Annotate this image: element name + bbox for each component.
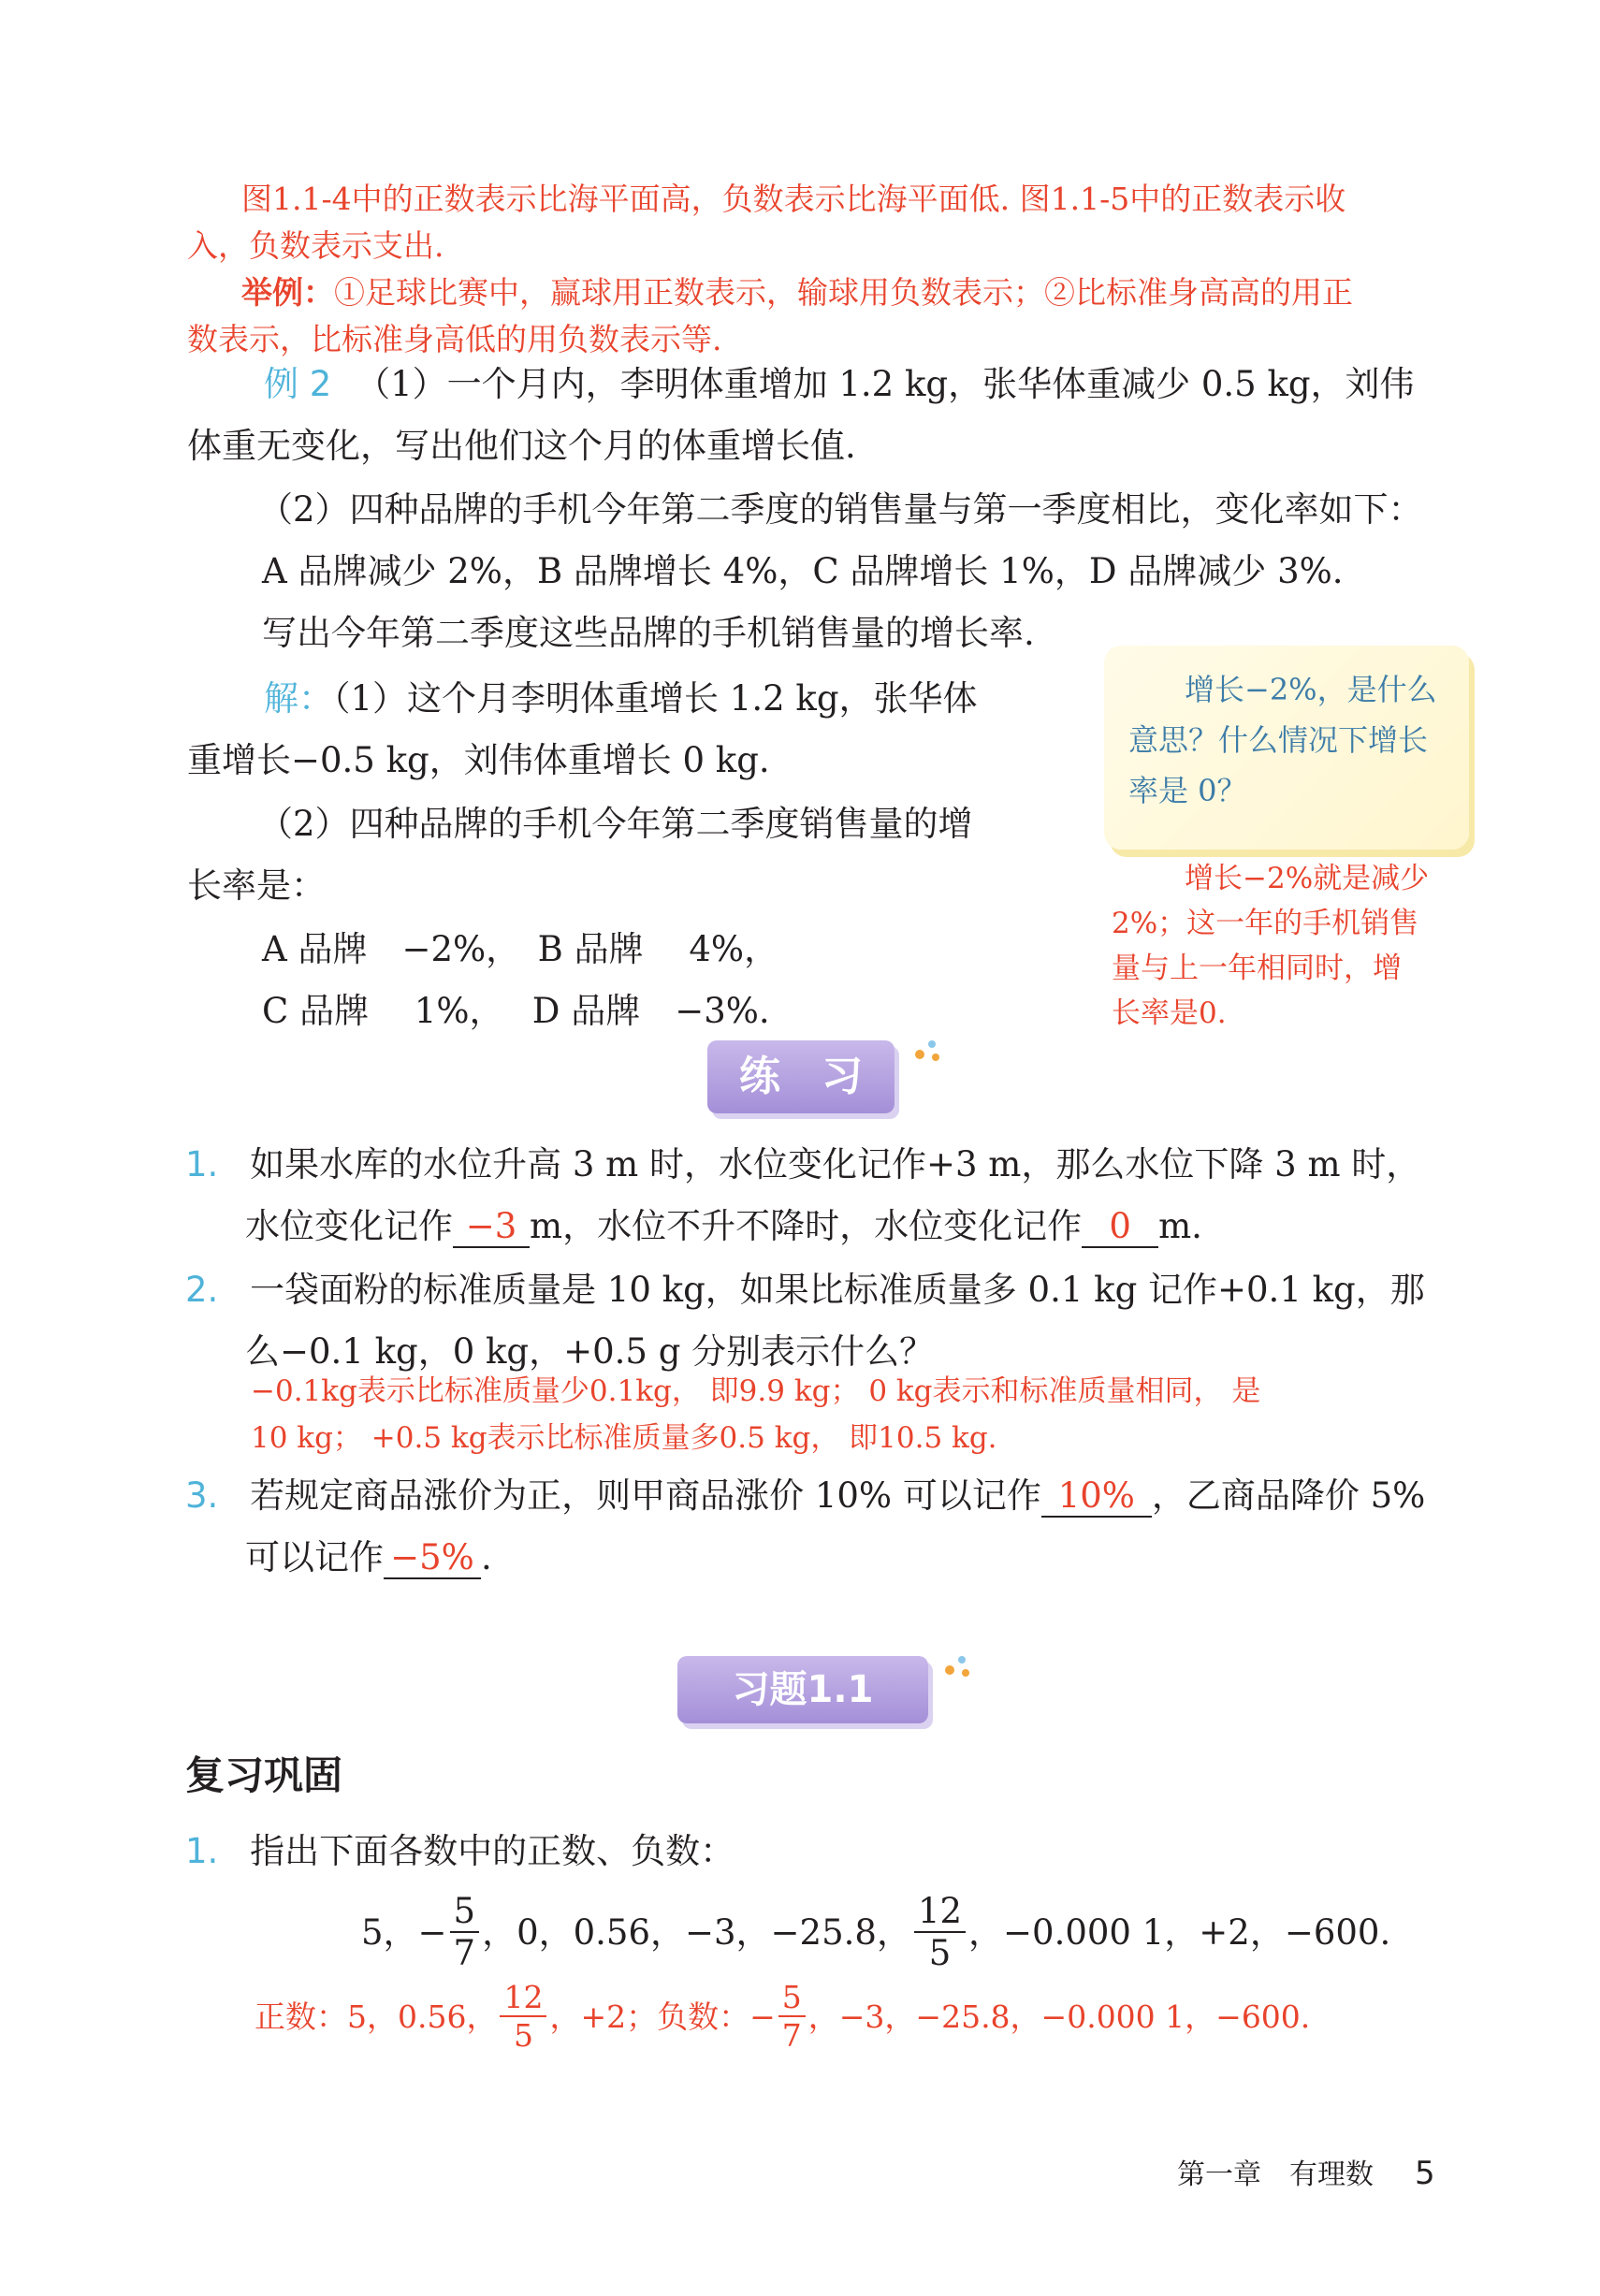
- answer-blank: −5%: [384, 1539, 481, 1579]
- example-2-line: A 品牌减少 2%，B 品牌增长 4%，C 品牌增长 1%，D 品牌减少 3%.: [262, 551, 1344, 591]
- solution-row: C 品牌 1%， D 品牌 −3%.: [262, 991, 770, 1031]
- fraction: $\frac{12}{5}$: [914, 1894, 966, 1970]
- teacher-note-line: 数表示，比标准身高低的用负数表示等.: [187, 321, 722, 357]
- practice-q3-line2: 可以记作 −5% .: [245, 1537, 492, 1577]
- fraction: $\frac{12}{5}$: [500, 1982, 546, 2051]
- example-2-line: （2）四种品牌的手机今年第二季度的销售量与第一季度相比，变化率如下：: [258, 489, 1423, 530]
- practice-q2: [185, 1259, 1425, 1321]
- question-number: 1.: [185, 1831, 219, 1871]
- question-number: 1.: [185, 1144, 219, 1184]
- practice-q2-line2: 么−0.1 kg，0 kg，+0.5 g 分别表示什么？: [245, 1331, 935, 1372]
- exercise-1-answer: 正数：5，0.56， $\frac{12}{5}$ ，+2；负数：− $\frac{5}{7}$ ，−3，−25.8，−0.000 1，−600.: [255, 1979, 1311, 2054]
- exercises-title-badge: 习题1.1: [677, 1656, 928, 1723]
- answer-blank: 10%: [1041, 1477, 1152, 1518]
- example-2-line: [264, 354, 1415, 415]
- question-number: 3.: [185, 1475, 219, 1516]
- solution-text: （1）这个月李明体重增长 1.2 kg，张华体: [333, 678, 978, 719]
- practice-q2-answer: −0.1kg表示比标准质量少0.1kg， 即9.9 kg； 0 kg表示和标准质量相同， 是: [251, 1374, 1261, 1408]
- example-2-line: 写出今年第二季度这些品牌的手机销售量的增长率.: [262, 613, 1035, 653]
- example-2-line: 体重无变化，写出他们这个月的体重增长值.: [187, 426, 856, 466]
- solution-line: （2）四种品牌的手机今年第二季度销售量的增: [258, 804, 973, 844]
- number-list: 5，− $\frac{5}{7}$ ，0，0.56，−3，−25.8， $\frac{12}{5}$ ，−0.000 1，+2，−600.: [361, 1891, 1391, 1973]
- practice-q1: [185, 1134, 1420, 1196]
- question-text: 一袋面粉的标准质量是 10 kg，如果比标准质量多 0.1 kg 记作+0.1 kg，那: [250, 1270, 1425, 1310]
- teacher-note-line: 图1.1-4中的正数表示比海平面高，负数表示比海平面低. 图1.1-5中的正数表示收: [241, 181, 1346, 217]
- example-label: 举例：: [241, 274, 334, 311]
- answer-blank: −3: [453, 1208, 530, 1248]
- fraction: $\frac{5}{7}$: [450, 1894, 480, 1970]
- practice-title-badge: 练 习: [707, 1040, 895, 1113]
- hint-box: [1104, 646, 1469, 850]
- hint-question: 增长−2%，是什么意思？什么情况下增长率是 0？: [1128, 672, 1437, 808]
- solution-line: 重增长−0.5 kg，刘伟体重增长 0 kg.: [187, 740, 770, 780]
- solution-label: 解：: [264, 678, 333, 719]
- fraction: $\frac{5}{7}$: [778, 1982, 806, 2051]
- practice-q2-answer: 10 kg； +0.5 kg表示比标准质量多0.5 kg， 即10.5 kg.: [251, 1421, 997, 1455]
- answer-blank: 0: [1082, 1208, 1158, 1248]
- hint-answer-line: 2%；这一年的手机销售: [1112, 907, 1419, 940]
- solution-line: [264, 668, 978, 730]
- practice-q3: 3. 若规定商品涨价为正，则甲商品涨价 10% 可以记作 10% ，乙商品降价 5%: [185, 1475, 1426, 1516]
- question-text: 若规定商品涨价为正，则甲商品涨价 10% 可以记作: [250, 1475, 1041, 1516]
- footer-chapter: 第一章 有理数: [1177, 2158, 1374, 2191]
- section-heading: 复习巩固: [185, 1752, 343, 1798]
- example-text: ①足球比赛中，赢球用正数表示，输球用负数表示；②比标准身高高的用正: [334, 274, 1353, 311]
- hint-answer-line: 量与上一年相同时，增: [1112, 952, 1402, 985]
- hint-answer-line: 长率是0.: [1112, 996, 1227, 1030]
- page-number: 5: [1415, 2155, 1435, 2192]
- example-2-text: （1）一个月内，李明体重增加 1.2 kg，张华体重减少 0.5 kg，刘伟: [356, 364, 1415, 404]
- solution-row: A 品牌 −2%， B 品牌 4%，: [262, 929, 779, 969]
- hint-answer-line: 增长−2%就是减少: [1185, 862, 1430, 895]
- teacher-note-line: 入，负数表示支出.: [187, 227, 444, 264]
- question-text: 如果水库的水位升高 3 m 时，水位变化记作+3 m，那么水位下降 3 m 时，: [250, 1144, 1421, 1184]
- solution-line: 长率是：: [187, 865, 326, 906]
- teacher-note-example: [241, 269, 1353, 316]
- example-2-label: 例 2: [264, 364, 332, 404]
- question-number: 2.: [185, 1270, 219, 1310]
- practice-q1-line2: 水位变化记作 −3 m，水位不升不降时，水位变化记作 0 m.: [245, 1206, 1202, 1246]
- exercise-1-prompt: 1. 指出下面各数中的正数、负数：: [185, 1831, 735, 1871]
